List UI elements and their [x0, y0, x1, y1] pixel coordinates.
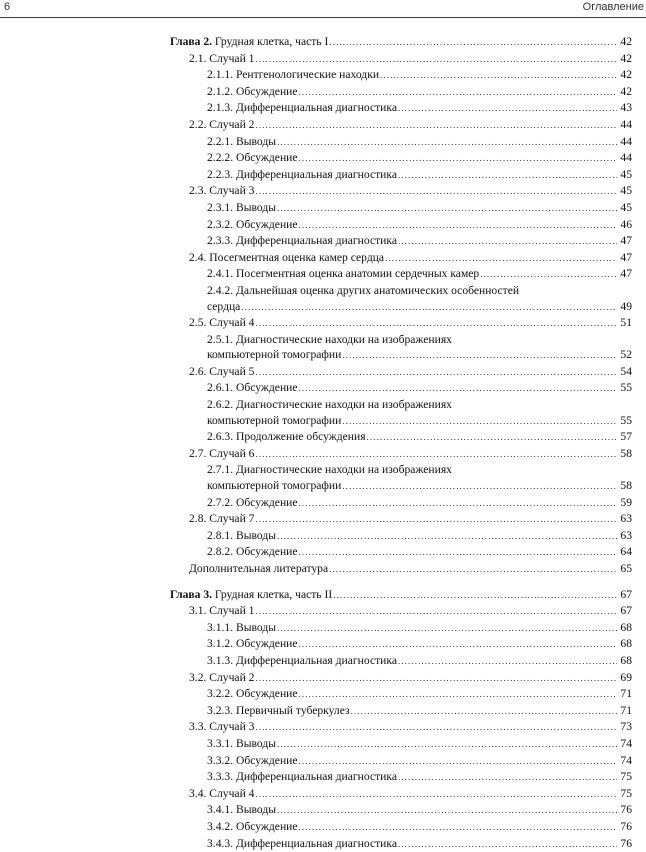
- page-ref: 76: [618, 802, 632, 818]
- chapter-name: Грудная клетка, часть II: [212, 588, 332, 601]
- dot-leader: [277, 737, 617, 753]
- toc-entry[interactable]: [170, 836, 632, 852]
- page-ref: 42: [618, 34, 632, 50]
- toc-entry[interactable]: [170, 446, 632, 463]
- page-number: 6: [4, 1, 10, 13]
- toc-entry-row: [207, 620, 632, 637]
- toc-entry-label: 2.1.1. Рентгенологические находки: [207, 67, 379, 83]
- dot-leader: [299, 151, 617, 167]
- chapter-title: [170, 587, 332, 603]
- toc-entry-row: [189, 719, 632, 736]
- toc-entry-label: 2.1.2. Обсуждение: [207, 84, 298, 100]
- toc-entry-row: [170, 587, 632, 604]
- toc-entry-row: [207, 67, 632, 84]
- dot-leader: [299, 637, 617, 653]
- toc-entry[interactable]: [170, 51, 632, 68]
- toc-entry-row: [207, 200, 632, 217]
- toc-entry-row: [207, 413, 632, 430]
- page-ref: 75: [618, 786, 632, 802]
- toc-entry[interactable]: [170, 495, 632, 512]
- toc-entry-row: [207, 100, 632, 117]
- toc-entry[interactable]: [170, 84, 632, 101]
- toc-entry[interactable]: [170, 397, 632, 429]
- toc-entry-label: 2.8. Случай 7: [189, 511, 254, 527]
- toc-entry-row: [207, 836, 632, 852]
- toc-entry-label: 2.5.1. Диагностические находки на изображениях: [207, 332, 452, 348]
- toc-entry-label-continued: компьютерной томографии: [207, 347, 341, 363]
- toc-entry-label: 3.4.3. Дифференциальная диагностика: [207, 836, 397, 852]
- toc-entry-label: 3.2.3. Первичный туберкулез: [207, 703, 350, 719]
- toc-entry-label: 2.6. Случай 5: [189, 364, 254, 380]
- page-ref: 45: [618, 200, 632, 216]
- page-ref: 65: [618, 561, 632, 577]
- toc-entry-row: [207, 736, 632, 753]
- dot-leader: [342, 479, 617, 495]
- toc-entry[interactable]: [170, 183, 632, 200]
- toc-entry[interactable]: [170, 332, 632, 364]
- page-ref: 67: [618, 587, 632, 603]
- toc-entry[interactable]: [170, 786, 632, 803]
- chapter-title: [170, 34, 328, 50]
- toc-entry[interactable]: [170, 283, 632, 315]
- page-ref: 46: [618, 217, 632, 233]
- toc-entry-row: [207, 347, 632, 364]
- dot-leader: [255, 604, 617, 620]
- page-ref: 68: [618, 653, 632, 669]
- dot-leader: [277, 135, 617, 151]
- page-ref: 42: [618, 51, 632, 67]
- toc-entry-label: 2.4.2. Дальнейшая оценка других анатомических особенностей: [207, 283, 519, 299]
- toc-entry[interactable]: [170, 462, 632, 494]
- toc-entry[interactable]: [170, 544, 632, 561]
- toc-entry-label: Дополнительная литература: [189, 561, 328, 577]
- dot-leader: [398, 234, 617, 250]
- dot-leader: [333, 588, 617, 604]
- toc-entry-label: 2.6.2. Диагностические находки на изображениях: [207, 397, 452, 413]
- toc-entry-row: [207, 150, 632, 167]
- toc-entry-row: [207, 544, 632, 561]
- page-ref: 55: [618, 413, 632, 429]
- dot-leader: [299, 820, 617, 836]
- toc-entry-label: 3.2. Случай 2: [189, 670, 254, 686]
- toc-entry[interactable]: [170, 686, 632, 703]
- dot-leader: [299, 545, 617, 561]
- toc-entry[interactable]: [170, 636, 632, 653]
- toc-entry-label: 3.1. Случай 1: [189, 603, 254, 619]
- toc-entry-label-continued: сердца: [207, 299, 240, 315]
- page-ref: 55: [618, 380, 632, 396]
- dot-leader: [241, 300, 617, 316]
- toc-entry[interactable]: [170, 233, 632, 250]
- page-ref: 43: [618, 100, 632, 116]
- toc-entry-row: [189, 446, 632, 463]
- toc-entry[interactable]: [170, 736, 632, 753]
- dot-leader: [255, 512, 617, 528]
- page-ref: 45: [618, 167, 632, 183]
- toc-entry-row: [207, 283, 632, 299]
- toc-entry-row: [207, 299, 632, 316]
- dot-leader: [299, 381, 617, 397]
- toc-entry-row: [189, 51, 632, 68]
- page-ref: 58: [618, 446, 632, 462]
- table-of-contents: [170, 34, 632, 852]
- chapter-name: Грудная клетка, часть I: [212, 35, 328, 48]
- page-ref: 44: [618, 150, 632, 166]
- dot-leader: [398, 654, 617, 670]
- toc-entry[interactable]: [170, 603, 632, 620]
- toc-entry[interactable]: [170, 200, 632, 217]
- dot-leader: [255, 671, 617, 687]
- toc-entry-row: [207, 217, 632, 234]
- toc-entry-row: [207, 495, 632, 512]
- page-ref: 47: [618, 233, 632, 249]
- page-ref: 49: [618, 299, 632, 315]
- toc-entry[interactable]: [170, 315, 632, 332]
- toc-entry-label: 2.7.2. Обсуждение: [207, 495, 298, 511]
- toc-entry-label: 3.3.1. Выводы: [207, 736, 276, 752]
- page-ref: 76: [618, 836, 632, 852]
- dot-leader: [329, 35, 617, 51]
- toc-entry-label: 3.4.1. Выводы: [207, 802, 276, 818]
- page-ref: 47: [618, 250, 632, 266]
- toc-entry-row: [170, 34, 632, 51]
- dot-leader: [255, 118, 617, 134]
- dot-leader: [255, 52, 617, 68]
- toc-entry-row: [207, 753, 632, 770]
- dot-leader: [277, 803, 617, 819]
- toc-entry-label-continued: компьютерной томографии: [207, 478, 341, 494]
- toc-entry-label: 2.8.2. Обсуждение: [207, 544, 298, 560]
- toc-entry-row: [207, 686, 632, 703]
- toc-entry[interactable]: [170, 266, 632, 283]
- toc-entry-row: [207, 397, 632, 413]
- toc-entry-label: 3.4.2. Обсуждение: [207, 819, 298, 835]
- toc-entry-row: [207, 380, 632, 397]
- toc-entry-row: [207, 636, 632, 653]
- toc-entry[interactable]: [170, 380, 632, 397]
- toc-entry-label: 3.1.2. Обсуждение: [207, 636, 298, 652]
- toc-entry-row: [207, 478, 632, 495]
- page-ref: 68: [618, 620, 632, 636]
- page-ref: 74: [618, 753, 632, 769]
- toc-entry[interactable]: [170, 670, 632, 687]
- dot-leader: [255, 447, 617, 463]
- toc-entry[interactable]: [170, 719, 632, 736]
- page-ref: 59: [618, 495, 632, 511]
- toc-entry-row: [207, 528, 632, 545]
- toc-entry-label: 2.5. Случай 4: [189, 315, 254, 331]
- toc-entry-row: [207, 703, 632, 720]
- toc-entry[interactable]: [170, 528, 632, 545]
- page-ref: 67: [618, 603, 632, 619]
- toc-entry-label-continued: компьютерной томографии: [207, 413, 341, 429]
- running-title: Оглавление: [583, 1, 644, 13]
- toc-entry-row: [207, 233, 632, 250]
- dot-leader: [480, 267, 617, 283]
- page-ref: 73: [618, 719, 632, 735]
- page-ref: 74: [618, 736, 632, 752]
- page-ref: 58: [618, 478, 632, 494]
- toc-chapter-entry[interactable]: [170, 34, 632, 51]
- page-ref: 47: [618, 266, 632, 282]
- chapter-number: Глава 2.: [170, 35, 212, 48]
- toc-entry-row: [207, 653, 632, 670]
- toc-entry-row: [207, 462, 632, 478]
- toc-entry-label: 2.4. Посегментная оценка камер сердца: [189, 250, 384, 266]
- toc-entry-row: [189, 117, 632, 134]
- dot-leader: [277, 201, 617, 217]
- dot-leader: [255, 316, 617, 332]
- toc-entry[interactable]: [170, 802, 632, 819]
- toc-entry[interactable]: [170, 217, 632, 234]
- toc-entry[interactable]: [170, 561, 632, 578]
- toc-entry-row: [207, 84, 632, 101]
- dot-leader: [299, 496, 617, 512]
- dot-leader: [398, 168, 617, 184]
- dot-leader: [255, 365, 617, 381]
- toc-entry-row: [189, 511, 632, 528]
- dot-leader: [367, 430, 617, 446]
- toc-entry-label: 2.7.1. Диагностические находки на изображениях: [207, 462, 452, 478]
- toc-entry[interactable]: [170, 769, 632, 786]
- toc-entry[interactable]: [170, 100, 632, 117]
- toc-entry-label: 2.3.2. Обсуждение: [207, 217, 298, 233]
- toc-entry-label: 2.4.1. Посегментная оценка анатомии сердечных камер: [207, 266, 479, 282]
- toc-entry-row: [207, 332, 632, 348]
- toc-entry[interactable]: [170, 620, 632, 637]
- page-ref: 68: [618, 636, 632, 652]
- toc-entry-label: 2.3.1. Выводы: [207, 200, 276, 216]
- toc-entry-label: 2.1. Случай 1: [189, 51, 254, 67]
- toc-entry-label: 3.2.2. Обсуждение: [207, 686, 298, 702]
- toc-entry-label: 2.2.3. Дифференциальная диагностика: [207, 167, 397, 183]
- dot-leader: [385, 251, 617, 267]
- page-ref: 52: [618, 347, 632, 363]
- chapter-number: Глава 3.: [170, 588, 212, 601]
- toc-entry-label: 2.2. Случай 2: [189, 117, 254, 133]
- dot-leader: [342, 414, 617, 430]
- toc-entry-row: [189, 786, 632, 803]
- toc-entry[interactable]: [170, 753, 632, 770]
- toc-entry-row: [207, 819, 632, 836]
- toc-entry-label: 2.1.3. Дифференциальная диагностика: [207, 100, 397, 116]
- toc-entry-row: [207, 769, 632, 786]
- dot-leader: [351, 704, 617, 720]
- toc-entry-label: 2.3. Случай 3: [189, 183, 254, 199]
- toc-chapter-entry[interactable]: [170, 587, 632, 604]
- page-ref: 51: [618, 315, 632, 331]
- toc-entry[interactable]: [170, 250, 632, 267]
- toc-entry-row: [207, 167, 632, 184]
- toc-entry-row: [207, 134, 632, 151]
- toc-entry-row: [189, 670, 632, 687]
- toc-entry[interactable]: [170, 653, 632, 670]
- page-ref: 44: [618, 117, 632, 133]
- toc-entry-row: [189, 183, 632, 200]
- page-ref: 69: [618, 670, 632, 686]
- page-ref: 71: [618, 703, 632, 719]
- toc-entry-row: [189, 315, 632, 332]
- dot-leader: [277, 529, 617, 545]
- dot-leader: [255, 184, 617, 200]
- toc-entry[interactable]: [170, 511, 632, 528]
- page-ref: 45: [618, 183, 632, 199]
- toc-entry-row: [189, 561, 632, 578]
- toc-entry-label: 2.7. Случай 6: [189, 446, 254, 462]
- dot-leader: [329, 562, 617, 578]
- toc-entry-label: 3.1.3. Дифференциальная диагностика: [207, 653, 397, 669]
- page-ref: 42: [618, 84, 632, 100]
- page-ref: 76: [618, 819, 632, 835]
- dot-leader: [299, 687, 617, 703]
- toc-entry-label: 3.3.3. Дифференциальная диагностика: [207, 769, 397, 785]
- toc-entry-row: [207, 802, 632, 819]
- dot-leader: [398, 101, 617, 117]
- dot-leader: [299, 218, 617, 234]
- page-ref: 64: [618, 544, 632, 560]
- toc-entry[interactable]: [170, 703, 632, 720]
- dot-leader: [299, 85, 617, 101]
- toc-entry-row: [189, 603, 632, 620]
- dot-leader: [398, 837, 617, 852]
- dot-leader: [255, 720, 617, 736]
- page-ref: 71: [618, 686, 632, 702]
- toc-entry-label: 2.2.2. Обсуждение: [207, 150, 298, 166]
- page-ref: 44: [618, 134, 632, 150]
- dot-leader: [299, 754, 617, 770]
- toc-entry-label: 3.3. Случай 3: [189, 719, 254, 735]
- toc-entry-label: 3.4. Случай 4: [189, 786, 254, 802]
- page-ref: 63: [618, 528, 632, 544]
- toc-entry[interactable]: [170, 364, 632, 381]
- page-ref: 57: [618, 429, 632, 445]
- toc-entry-label: 3.1.1. Выводы: [207, 620, 276, 636]
- page-ref: 75: [618, 769, 632, 785]
- page-ref: 42: [618, 67, 632, 83]
- page-ref: 54: [618, 364, 632, 380]
- chapter-gap: [170, 578, 632, 587]
- dot-leader: [380, 68, 617, 84]
- toc-entry-label: 2.6.3. Продолжение обсуждения: [207, 429, 366, 445]
- dot-leader: [255, 787, 617, 803]
- toc-entry[interactable]: [170, 150, 632, 167]
- toc-entry-row: [207, 266, 632, 283]
- dot-leader: [277, 621, 617, 637]
- toc-entry[interactable]: [170, 117, 632, 134]
- toc-entry[interactable]: [170, 429, 632, 446]
- page-header: [0, 0, 646, 18]
- toc-entry[interactable]: [170, 819, 632, 836]
- toc-entry[interactable]: [170, 167, 632, 184]
- dot-leader: [398, 770, 617, 786]
- toc-entry-label: 3.3.2. Обсуждение: [207, 753, 298, 769]
- toc-entry-label: 2.8.1. Выводы: [207, 528, 276, 544]
- page-ref: 63: [618, 511, 632, 527]
- toc-entry-row: [189, 364, 632, 381]
- toc-entry-row: [207, 429, 632, 446]
- toc-entry[interactable]: [170, 67, 632, 84]
- toc-entry-label: 2.2.1. Выводы: [207, 134, 276, 150]
- toc-entry-label: 2.3.3. Дифференциальная диагностика: [207, 233, 397, 249]
- toc-entry-row: [189, 250, 632, 267]
- dot-leader: [342, 348, 617, 364]
- toc-entry[interactable]: [170, 134, 632, 151]
- toc-entry-label: 2.6.1. Обсуждение: [207, 380, 298, 396]
